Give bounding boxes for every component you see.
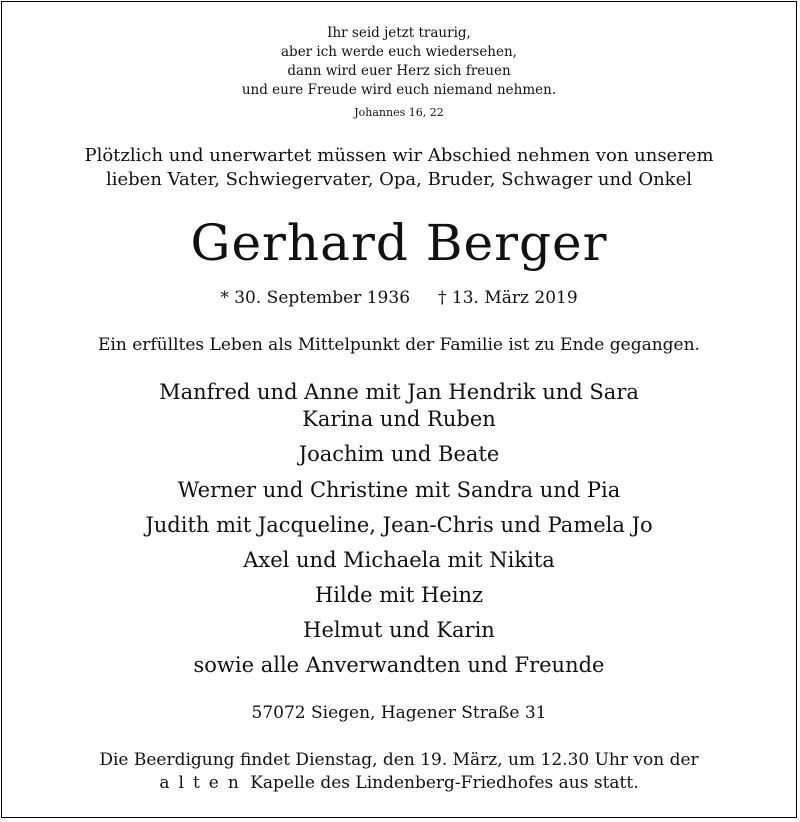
obituary-notice — [1, 1, 797, 818]
birth-date: * 30. September 1936 — [220, 288, 411, 308]
verse-line-3: dann wird euer Herz sich freuen — [287, 63, 511, 79]
intro-line-1: Plötzlich und unerwartet müssen wir Abschied nehmen von unserem — [84, 145, 714, 166]
funeral-line-2-rest: Kapelle des Lindenberg-Friedhofes aus statt. — [244, 773, 639, 793]
death-date: † 13. März 2019 — [438, 288, 578, 308]
tribute-text: Ein erfülltes Leben als Mittelpunkt der Familie ist zu Ende gegangen. — [98, 335, 700, 355]
funeral-line-2 — [2, 773, 796, 793]
verse-line-4: und eure Freude wird euch niemand nehmen. — [241, 82, 557, 98]
mourner-line: Axel und Michaela mit Nikita — [243, 548, 555, 572]
verse-line-2: aber ich werde euch wiedersehen, — [281, 44, 517, 60]
verse-line-1: Ihr seid jetzt traurig, — [327, 25, 471, 41]
life-dates — [2, 288, 796, 308]
mourner-line: Hilde mit Heinz — [314, 583, 484, 607]
mourners-address: 57072 Siegen, Hagener Straße 31 — [251, 703, 547, 723]
mourner-line: sowie alle Anverwandten und Freunde — [193, 653, 605, 677]
funeral-spaced-word: alten — [159, 773, 248, 793]
mourner-line: Helmut und Karin — [303, 618, 495, 642]
deceased-name: Gerhard Berger — [190, 214, 608, 272]
mourner-line: Werner und Christine mit Sandra und Pia — [177, 478, 621, 502]
mourner-line: Manfred und Anne mit Jan Hendrik und Sara — [159, 380, 639, 404]
mourner-line: Judith mit Jacqueline, Jean-Chris und Pamela Jo — [145, 513, 653, 537]
mourner-line: Karina und Ruben — [302, 407, 496, 431]
mourner-line: Joachim und Beate — [298, 442, 500, 466]
funeral-line-1: Die Beerdigung findet Dienstag, den 19. März, um 12.30 Uhr von der — [99, 750, 699, 770]
intro-line-2: lieben Vater, Schwiegervater, Opa, Bruder, Schwager und Onkel — [105, 169, 692, 190]
verse-reference: Johannes 16, 22 — [354, 106, 444, 119]
